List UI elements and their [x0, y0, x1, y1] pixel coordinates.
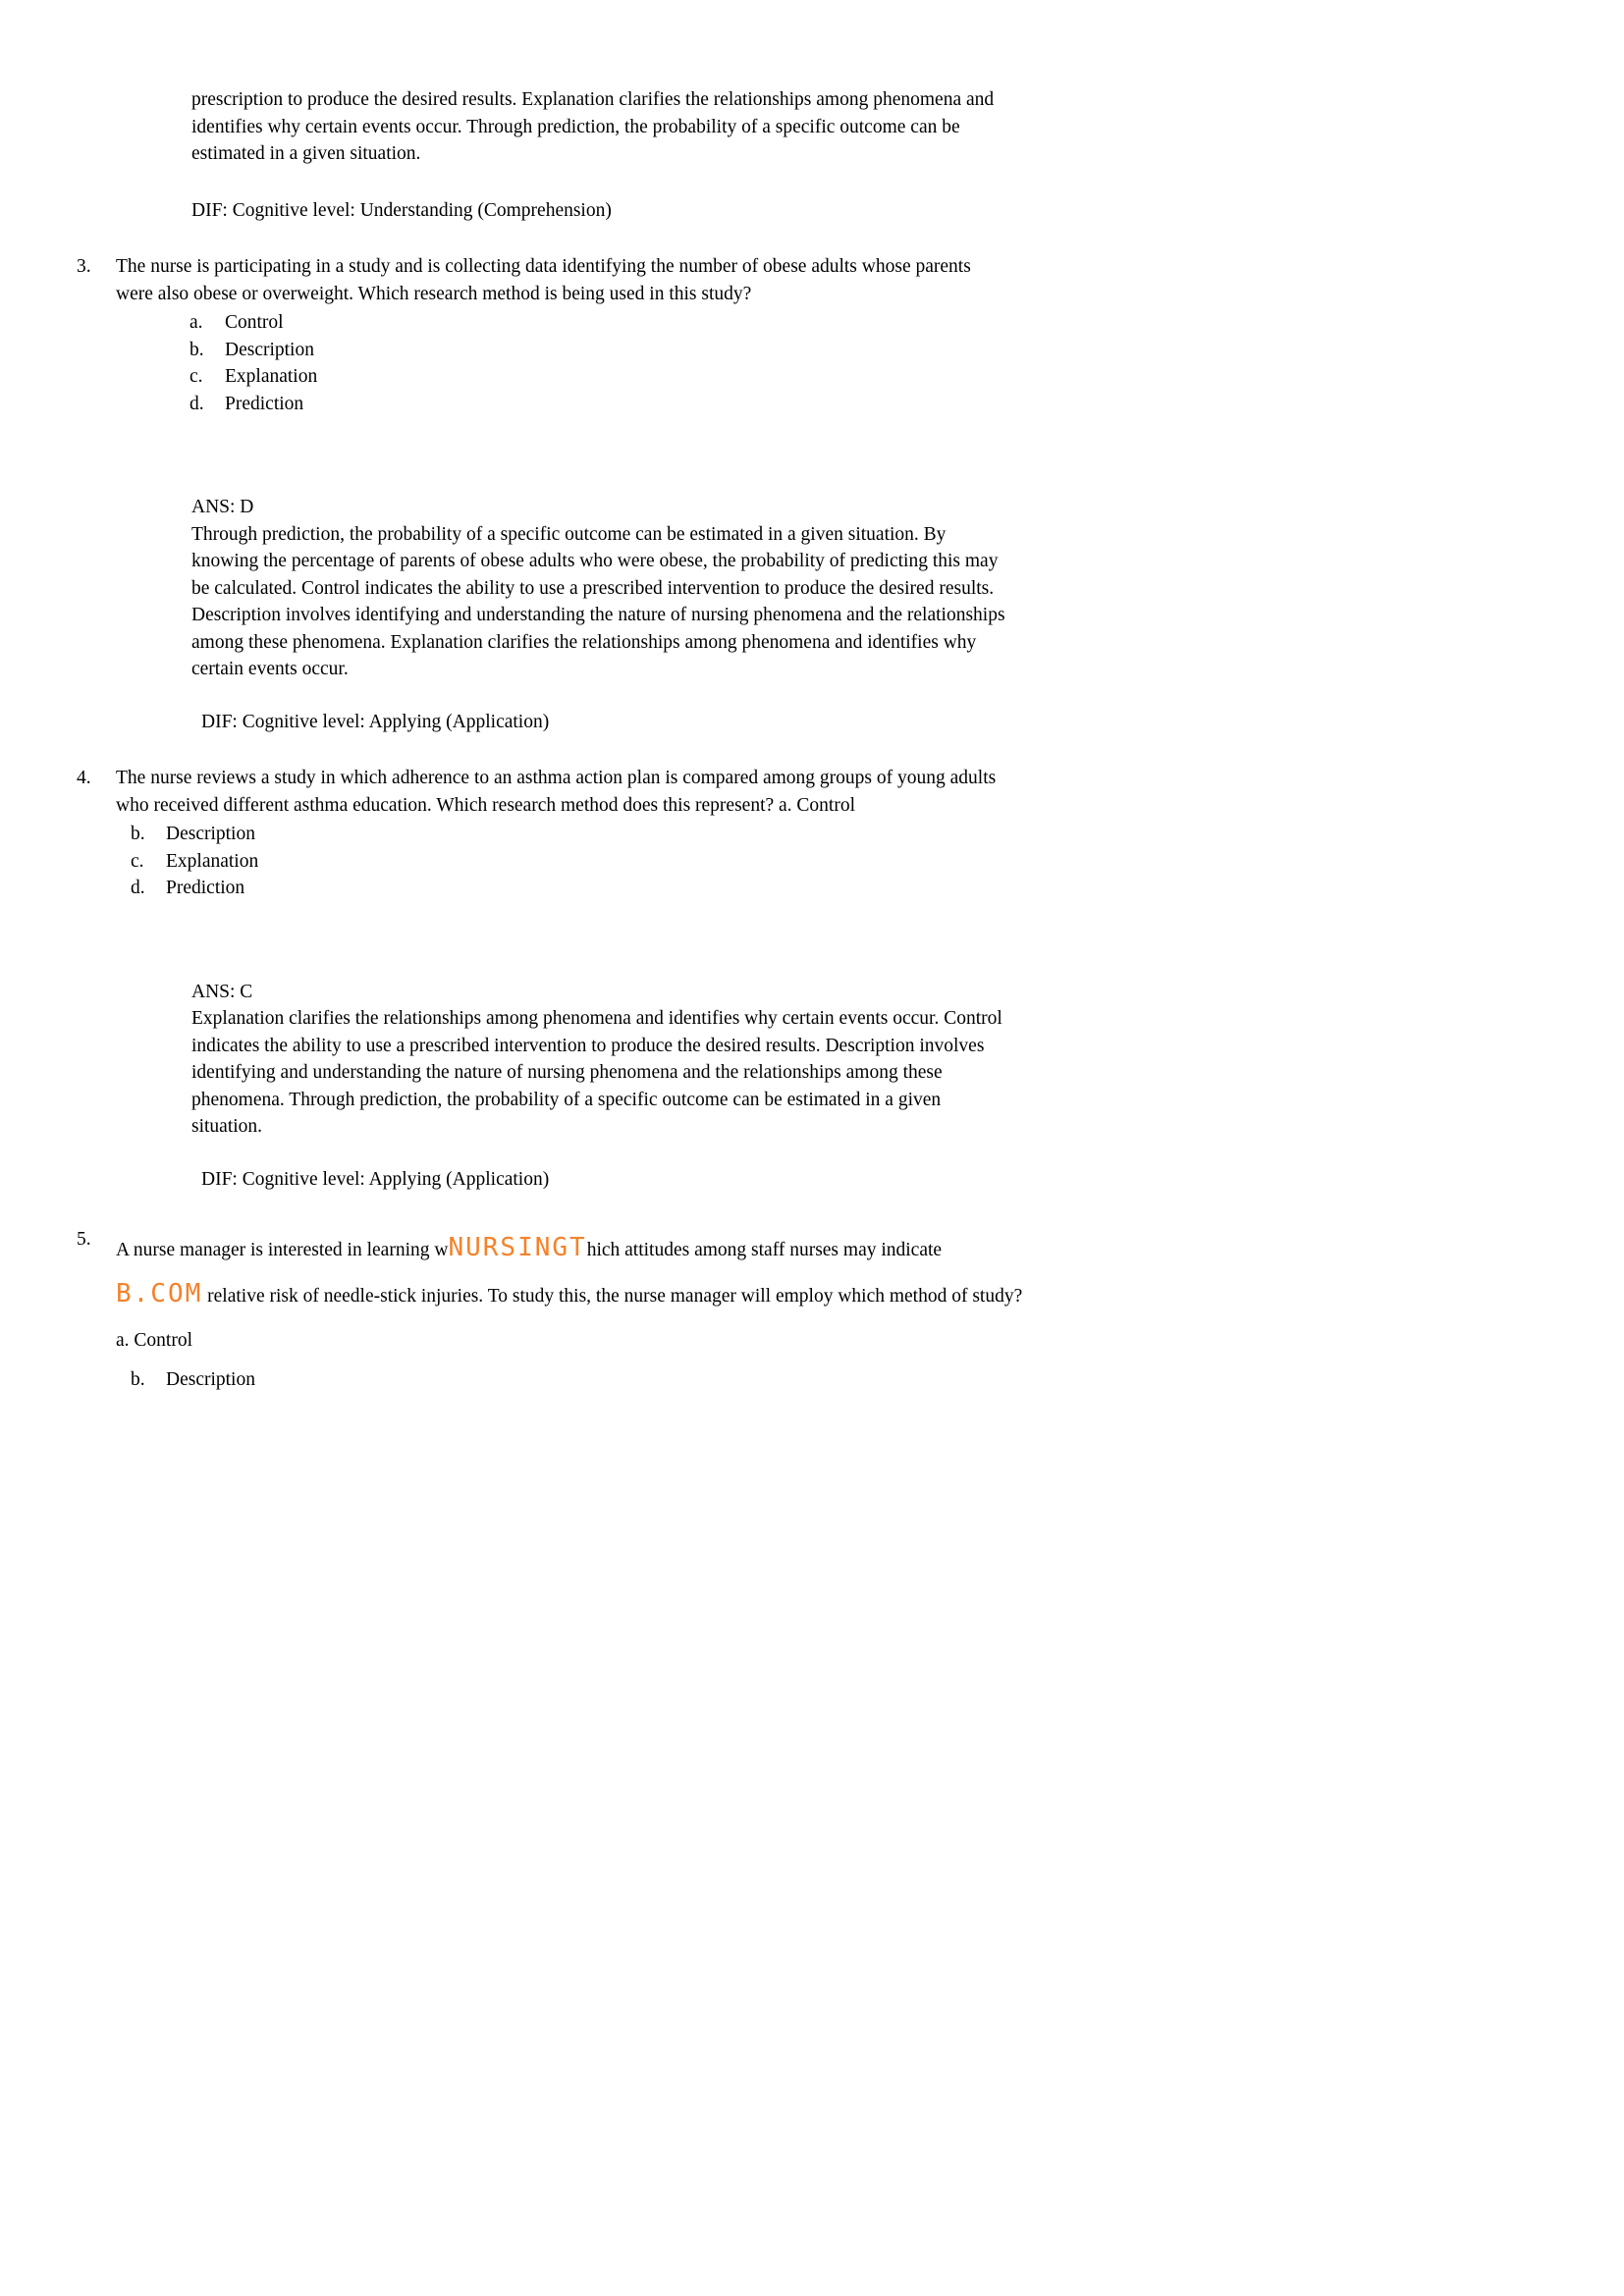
question-number: 4.	[77, 768, 91, 788]
answer-block	[77, 979, 1624, 1141]
option-label: Prediction	[225, 393, 304, 414]
option-letter: d.	[189, 393, 204, 414]
question-number: 3.	[77, 256, 91, 277]
option-row	[131, 848, 1624, 876]
answer-block	[77, 494, 1624, 683]
dif-line: DIF: Cognitive level: Applying (Application)	[201, 711, 550, 732]
option-letter: b.	[189, 339, 204, 360]
question-text-segment: relative risk of needle-stick injuries. To study this, the nurse manager will employ which method of study? a. Control	[116, 1286, 1023, 1351]
option-row	[131, 1366, 1624, 1394]
question-3	[77, 253, 1624, 735]
question-row	[77, 1226, 1624, 1362]
question-text-segment: A nurse manager is interested in learning w	[116, 1240, 449, 1260]
option-label: Description	[166, 1369, 255, 1390]
rationale-text: Through prediction, the probability of a specific outcome can be estimated in a given situation. By knowing the percentage of parents of obese adults who were obese, the probability of predicting this may be calculated. Control indicates the ability to use a prescribed intervention to produce the desired results. Description involves identifying and understanding the nature of nursing phenomena and the relationships among these phenomena. Explanation clarifies the relationships among phenomena and identifies why certain events occur.	[191, 523, 1005, 679]
question-text: The nurse reviews a study in which adherence to an asthma action plan is compared among groups of young adults who received different asthma education. Which research method does this represent? a. Control	[116, 768, 997, 816]
dif-line: DIF: Cognitive level: Applying (Application)	[201, 1168, 550, 1190]
question-4	[77, 765, 1624, 1193]
option-letter: a.	[189, 312, 203, 333]
leading-answer-text: prescription to produce the desired results. Explanation clarifies the relationships among phenomena and identifies why certain events occur. Through prediction, the probability of a specific outcome can be estimated in a given situation.	[191, 89, 995, 164]
options-list	[189, 309, 1624, 417]
options-list	[131, 1366, 1624, 1394]
option-letter: c.	[189, 366, 203, 387]
option-label: Description	[166, 824, 255, 844]
options-list	[131, 821, 1624, 902]
option-letter: c.	[131, 850, 144, 872]
option-label: Explanation	[166, 850, 259, 872]
option-label: Prediction	[166, 878, 245, 898]
dif-line: DIF: Cognitive level: Understanding (Comprehension)	[191, 199, 612, 221]
option-letter: b.	[131, 824, 145, 844]
rationale-text: Explanation clarifies the relationships among phenomena and identifies why certain events occur. Control indicates the ability to use a prescribed intervention to produce the desired results. Description involves identifying and understanding the nature of nursing phenomena and the relationships among these phenomena. Through prediction, the probability of a specific outcome can be estimated in a given situation.	[191, 1008, 1002, 1137]
question-row	[77, 765, 1624, 819]
question-5	[77, 1226, 1624, 1394]
option-row	[189, 309, 1624, 337]
option-letter: d.	[131, 878, 145, 898]
question-text	[116, 1226, 1029, 1362]
question-text: The nurse is participating in a study and is collecting data identifying the number of obese adults whose parents were also obese or overweight. Which research method is being used in this study?	[116, 256, 971, 304]
option-row	[189, 337, 1624, 364]
option-label: Explanation	[225, 366, 318, 387]
option-row	[131, 875, 1624, 902]
watermark-text: B.COM	[116, 1279, 203, 1308]
option-label: Description	[225, 339, 314, 360]
watermark-text: NURSINGT	[448, 1233, 587, 1262]
option-row	[189, 391, 1624, 418]
option-row	[131, 821, 1624, 848]
answer-label: ANS: C	[191, 981, 253, 1002]
question-text-segment: hich attitudes among staff nurses may indicate	[586, 1240, 943, 1260]
option-letter: b.	[131, 1369, 145, 1390]
answer-label: ANS: D	[191, 497, 254, 517]
question-row	[77, 253, 1624, 307]
question-number: 5.	[77, 1229, 91, 1250]
option-row	[189, 363, 1624, 391]
option-label: Control	[225, 312, 284, 333]
